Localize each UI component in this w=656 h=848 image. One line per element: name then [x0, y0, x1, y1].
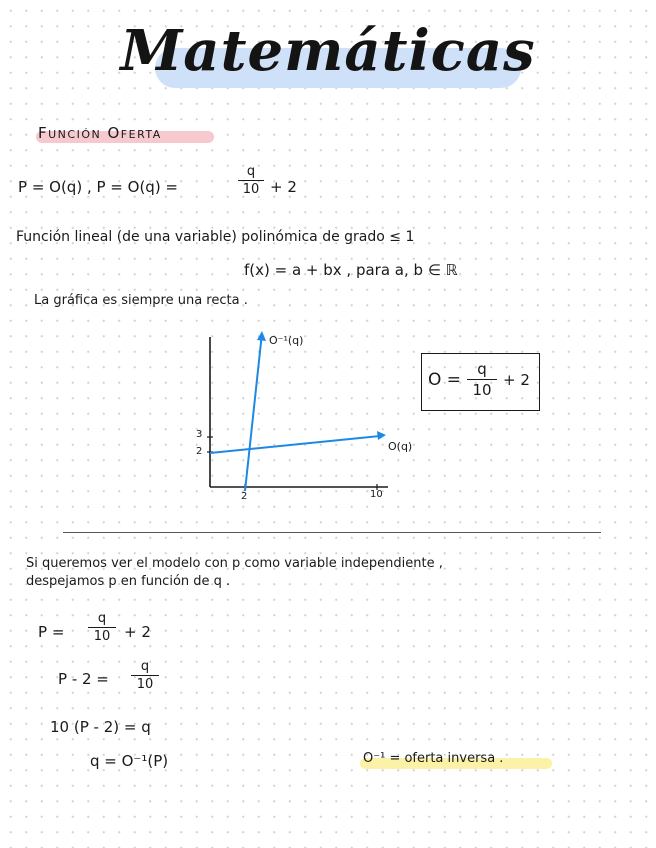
fraction-numerator: q: [477, 360, 487, 378]
fraction-numerator: q: [140, 659, 150, 674]
fraction-bar: [467, 379, 497, 380]
section-title: Función Oferta: [38, 124, 162, 142]
explanation-line-1: Si queremos ver el modelo con p como variable independiente ,: [26, 556, 443, 571]
section-divider: [63, 532, 601, 533]
x-tick-label: 2: [241, 491, 248, 502]
general-form: f(x) = a + bx , para a, b ∈ ℝ: [244, 261, 458, 279]
y-tick-label: 3: [196, 429, 203, 440]
y-axis-label: O⁻¹(q): [269, 334, 304, 347]
equation-2-fraction: [131, 659, 159, 692]
boxed-formula-rhs: + 2: [503, 371, 530, 389]
fraction-numerator: q: [246, 164, 256, 179]
explanation-line-2: despejamos p en función de q .: [26, 574, 231, 589]
equation-line-1-lhs: P = O(q) , P = O(q) =: [18, 178, 179, 196]
equation-2-lhs: P - 2 =: [58, 670, 109, 688]
inverse-note: O⁻¹ = oferta inversa .: [363, 751, 504, 766]
supply-line: [210, 436, 380, 453]
boxed-formula-fraction: [467, 360, 497, 399]
equation-4: q = O⁻¹(P): [90, 752, 169, 770]
fraction-bar: [131, 675, 159, 676]
arrow-head-icon: [377, 431, 386, 440]
inverse-line: [245, 333, 262, 491]
equation-3: 10 (P - 2) = q: [50, 718, 151, 736]
fraction-numerator: q: [97, 611, 107, 626]
boxed-formula-lhs: O =: [428, 370, 462, 390]
fraction-denominator: 10: [136, 677, 154, 692]
equation-1-fraction: [88, 611, 116, 644]
fraction-denominator: 10: [242, 182, 260, 197]
fraction-denominator: 10: [472, 381, 492, 399]
arrow-head-icon: [257, 331, 266, 341]
definition-text: Función lineal (de una variable) polinómica de grado ≤ 1: [16, 229, 415, 245]
equation-line-1-rhs: + 2: [270, 178, 297, 196]
graph-note: La gráfica es siempre una recta .: [34, 293, 248, 308]
y-tick-label: 2: [196, 446, 203, 457]
equation-1-lhs: P =: [38, 623, 65, 641]
x-axis-label: O(q): [388, 440, 413, 453]
equation-1-rhs: + 2: [124, 623, 151, 641]
fraction-denominator: 10: [93, 629, 111, 644]
page-title: Matemáticas: [120, 18, 536, 84]
fraction-bar: [88, 627, 116, 628]
x-tick-label: 10: [370, 489, 383, 500]
